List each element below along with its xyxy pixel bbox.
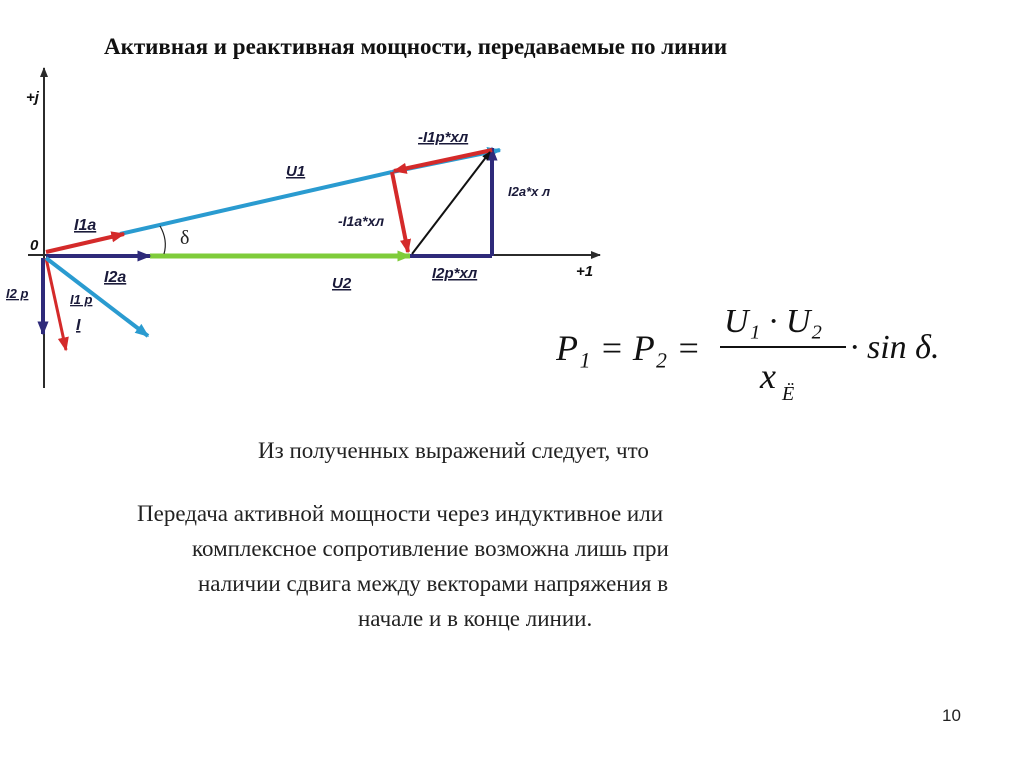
formula-tail: · sin δ. (850, 329, 940, 366)
formula-numerator: U₁ · U₂ (724, 303, 823, 340)
lead-text: Из полученных выражений следует, что (258, 438, 649, 463)
formula-denominator-sub: Ё (782, 383, 795, 405)
axis-label-real: +1 (576, 263, 594, 280)
paragraph-line: Передача активной мощности через индуктивное или (137, 501, 664, 526)
label-minus-i1a-x: -I1a*xл (338, 213, 385, 229)
axis-label-imag: +j (26, 89, 39, 106)
label-i1p: I1 р (70, 292, 93, 307)
formula-lhs: P₁ = P₂ = (556, 328, 701, 368)
label-i: I (76, 317, 81, 334)
paragraph-line: комплексное сопротивление возможна лишь при (192, 536, 669, 561)
label-delta: δ (180, 227, 190, 249)
vector-i1a (46, 234, 124, 252)
formula-denominator: x (760, 356, 776, 396)
label-u2: U2 (332, 275, 352, 292)
label-i2a: I2a (104, 269, 127, 286)
paragraph-line: наличии сдвига между векторами напряжения в (198, 571, 669, 596)
vector-minus-i1a-x (392, 172, 408, 252)
formula-svg (556, 292, 996, 412)
page-number: 10 (942, 706, 961, 725)
label-i1a: I1a (74, 217, 97, 234)
axis-label-origin: 0 (30, 237, 39, 254)
conclusion-paragraph (130, 496, 890, 636)
power-formula (556, 292, 996, 412)
label-i2p-x: I2p*xл (432, 265, 478, 282)
label-u1: U1 (286, 163, 306, 180)
angle-arc (160, 226, 165, 254)
label-i2a-x: I2a*x л (508, 184, 551, 199)
slide-title: Активная и реактивная мощности, передаваемые по линии (104, 34, 728, 59)
label-minus-i1p-x: -I1p*xл (418, 129, 469, 146)
paragraph-line: начале и в конце линии. (358, 606, 593, 631)
label-i2p: I2 р (6, 286, 29, 301)
